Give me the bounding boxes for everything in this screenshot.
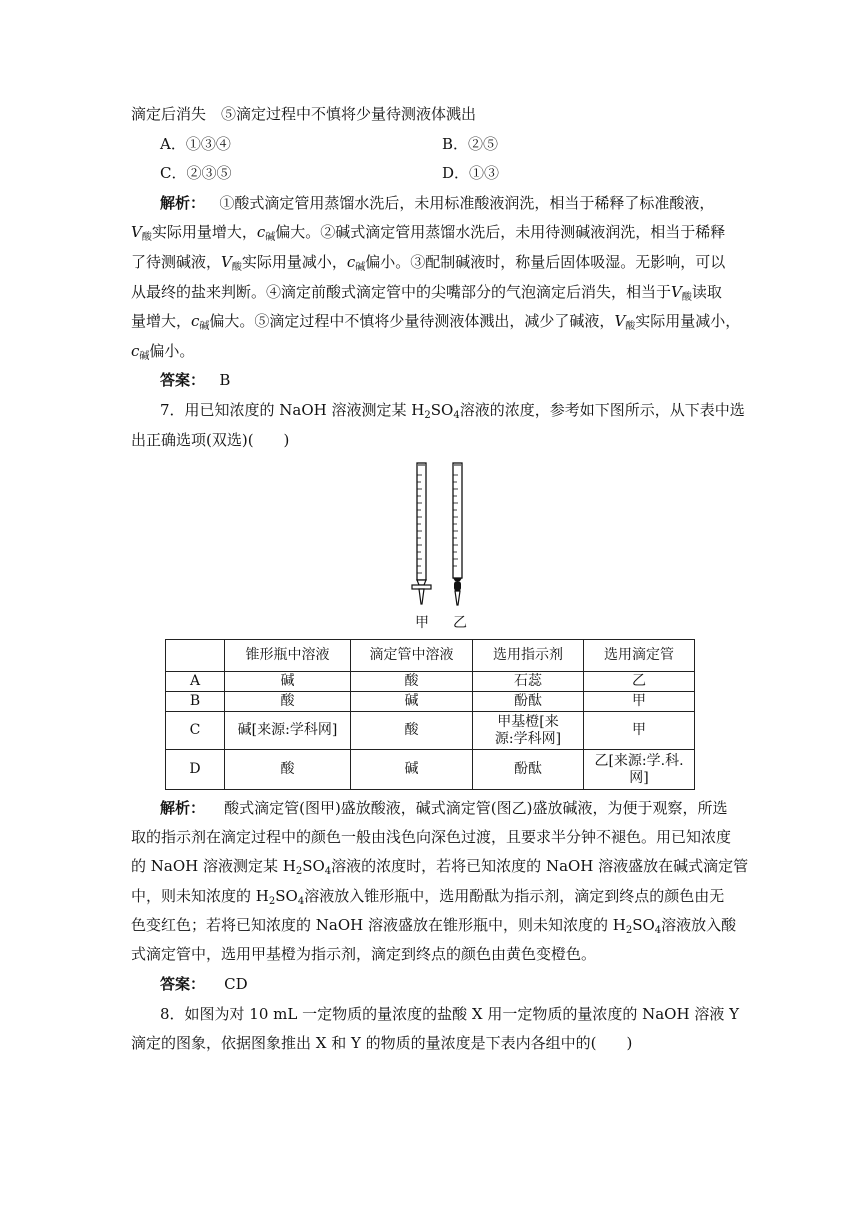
acid-burette-icon [412, 463, 431, 604]
analysis-2-line-1: 解析： 酸式滴定管(图甲)盛放酸液，碱式滴定管(图乙)盛放碱液，为便于观察，所选 [160, 799, 728, 817]
table-cell: 甲 [584, 692, 695, 712]
table-row [166, 712, 695, 750]
analysis-1-line-5: 量增大，$c_碱$偏大。⑤滴定过程中不慎将少量待测液体溅出，减少了碱液，$V_酸$实际用量减小， [131, 312, 741, 332]
table-row [166, 750, 695, 790]
table-cell: 碱 [351, 750, 473, 790]
question-7-line-1: 7．用已知浓度的 NaOH 溶液测定某 $H_2SO_4$溶液的浓度，参考如下图所示，从下表中选 [160, 401, 745, 421]
table-cell: A [166, 672, 225, 692]
base-burette-icon [453, 463, 462, 605]
analysis-label: 解析： [160, 799, 206, 817]
question-continuation: 滴定后消失 ⑤滴定过程中不慎将少量待测液体溅出 [131, 105, 477, 123]
analysis-2-line-4: 中，则未知浓度的 $H_2SO_4$溶液放入锥形瓶中，选用酚酞为指示剂，滴定到终点的颜色由无 [131, 887, 725, 907]
table-cell: 酸 [351, 712, 473, 750]
table-cell: 酚酞 [473, 750, 584, 790]
table-header-cell [166, 640, 225, 672]
answer-label: 答案： [160, 975, 206, 993]
table-cell: 石蕊 [473, 672, 584, 692]
analysis-1-line-4: 从最终的盐来判断。④滴定前酸式滴定管中的尖嘴部分的气泡滴定后消失，相当于$V_酸$读取 [131, 283, 722, 303]
question-8-line-2: 滴定的图象，依据图象推出 X 和 Y 的物质的量浓度是下表内各组中的( ) [131, 1034, 633, 1052]
answer-value: CD [224, 975, 248, 993]
burette-figure [405, 460, 475, 610]
answer-value: B [219, 371, 231, 389]
table-cell: 甲基橙[来 源:学科网] [473, 712, 584, 750]
analysis-1-line-2: $V_酸$实际用量增大，$c_碱$偏大。②碱式滴定管用蒸馏水洗后，未用待测碱液润洗，相当于稀释 [131, 223, 726, 243]
table-row [166, 672, 695, 692]
table-cell: 酸 [351, 672, 473, 692]
table-header-cell: 选用指示剂 [473, 640, 584, 672]
options-table [165, 639, 695, 790]
question-7-line-2: 出正确选项(双选)( ) [131, 431, 290, 449]
option-d: D．①③ [442, 164, 500, 182]
table-cell: 酸 [225, 692, 351, 712]
analysis-2-line-5: 色变红色；若将已知浓度的 NaOH 溶液盛放在锥形瓶中，则未知浓度的 $H_2SO_4$溶液放入酸 [131, 916, 737, 936]
table-cell: 甲 [584, 712, 695, 750]
analysis-label: 解析： [160, 194, 206, 212]
table-cell: C [166, 712, 225, 750]
analysis-2-line-3: 的 NaOH 溶液测定某 $H_2SO_4$溶液的浓度时，若将已知浓度的 NaOH 溶液盛放在碱式滴定管 [131, 857, 749, 877]
table-row [166, 692, 695, 712]
option-a: A．①③④ [160, 135, 231, 153]
option-c: C．②③⑤ [160, 164, 232, 182]
table-header-row [166, 640, 695, 672]
table-cell: 碱 [351, 692, 473, 712]
table-cell: B [166, 692, 225, 712]
table-cell: 乙[来源:学.科. 网] [584, 750, 695, 790]
table-cell: 碱[来源:学科网] [225, 712, 351, 750]
table-cell: 乙 [584, 672, 695, 692]
table-cell: 酚酞 [473, 692, 584, 712]
analysis-1-line-3: 了待测碱液，$V_酸$实际用量减小，$c_碱$偏小。③配制碱液时，称量后固体吸湿。无影响，可以 [131, 253, 726, 273]
table-header-cell: 锥形瓶中溶液 [225, 640, 351, 672]
answer-2 [160, 974, 248, 994]
table-cell: 碱 [225, 672, 351, 692]
analysis-2-line-6: 式滴定管中，选用甲基橙为指示剂，滴定到终点的颜色由黄色变橙色。 [131, 945, 597, 963]
question-8-line-1: 8．如图为对 10 mL 一定物质的量浓度的盐酸 X 用一定物质的量浓度的 NaOH 溶液 Y [160, 1005, 739, 1023]
label-yi: 乙 [453, 615, 467, 631]
table-header-cell: 滴定管中溶液 [351, 640, 473, 672]
table-header-cell: 选用滴定管 [584, 640, 695, 672]
option-b: B．②⑤ [442, 135, 499, 153]
analysis-1-line-1: 解析： ①酸式滴定管用蒸馏水洗后，未用标准酸液润洗，相当于稀释了标准酸液， [160, 194, 715, 212]
answer-1 [160, 370, 230, 390]
analysis-1-line-6: $c_碱$偏小。 [131, 342, 195, 362]
label-jia: 甲 [415, 615, 429, 631]
table-cell: D [166, 750, 225, 790]
answer-label: 答案： [160, 371, 206, 389]
analysis-2-line-2: 取的指示剂在滴定过程中的颜色一般由浅色向深色过渡，且要求半分钟不褪色。用已知浓度 [131, 828, 732, 846]
table-cell: 酸 [225, 750, 351, 790]
